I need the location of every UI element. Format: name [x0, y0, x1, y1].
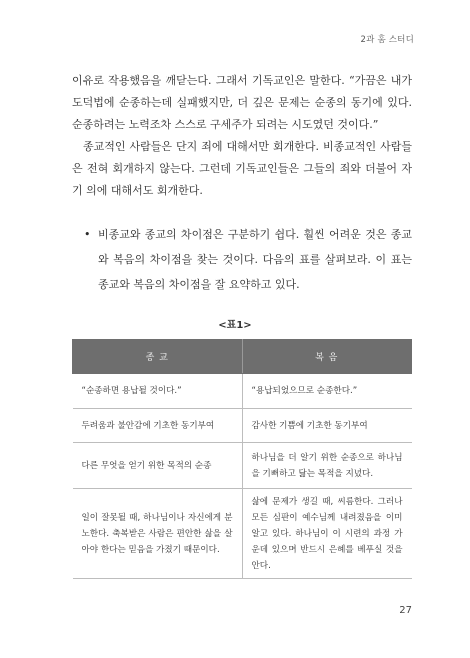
religion-cell: “순종하면 용납될 것이다.”: [73, 374, 243, 409]
body-text: [72, 70, 412, 202]
table-row: [73, 374, 412, 409]
running-header: 2과 홈 스터디: [360, 35, 414, 45]
table-row: [73, 443, 412, 489]
gospel-cell: 삶에 문제가 생길 때, 씨름한다. 그러나 모든 심판이 예수님께 내려졌음을 이미 알고 있다. 하나님이 이 시련의 과정 가운데 있으며 반드시 은혜를 베푸실 것을 안다.: [242, 489, 412, 579]
bullet-text: 비종교와 종교의 차이점은 구분하기 쉽다. 훨씬 어려운 것은 종교와 복음의 차이점을 찾는 것이다. 다음의 표를 살펴보라. 이 표는 종교와 복음의 차이점을 잘 요약하고 있다.: [98, 228, 412, 291]
paragraph-1: 이유로 작용했음을 깨닫는다. 그래서 기독교인은 말한다. “가끔은 내가 도덕법에 순종하는데 실패했지만, 더 깊은 문제는 순종의 동기에 있다. 순종하려는 노력조차 스스로 구세주가 되려는 시도였던 것이다.”: [72, 74, 412, 131]
table-row: [73, 409, 412, 443]
religion-cell: 다른 무엇을 얻기 위한 목적의 순종: [73, 443, 243, 489]
header-religion: 종 교: [73, 340, 243, 374]
header-gospel: 복 음: [242, 340, 412, 374]
paragraph-2: 종교적인 사람들은 단지 죄에 대해서만 회개한다. 비종교적인 사람들은 전혀 회개하지 않는다. 그런데 기독교인들은 그들의 죄와 더불어 자기 의에 대해서도 회개한다.: [72, 140, 412, 197]
bullet-marker: •: [84, 228, 91, 241]
religion-cell: 일이 잘못될 때, 하나님이나 자신에게 분노한다. 축복받은 사람은 편안한 삶을 살아야 한다는 믿음을 가졌기 때문이다.: [73, 489, 243, 579]
gospel-cell: 감사한 기쁨에 기초한 동기부여: [242, 409, 412, 443]
gospel-cell: 하나님을 더 알기 위한 순종으로 하나님을 기뻐하고 닮는 목적을 지녔다.: [242, 443, 412, 489]
table-caption: <표1>: [218, 320, 252, 331]
page-number: 27: [399, 605, 412, 616]
gospel-cell: “용납되었으므로 순종한다.”: [242, 374, 412, 409]
religion-cell: 두려움과 불안감에 기초한 동기부여: [73, 409, 243, 443]
table-header-row: [73, 340, 412, 374]
comparison-table: [72, 339, 412, 579]
table-row: [73, 489, 412, 579]
bullet-item: [84, 222, 412, 297]
